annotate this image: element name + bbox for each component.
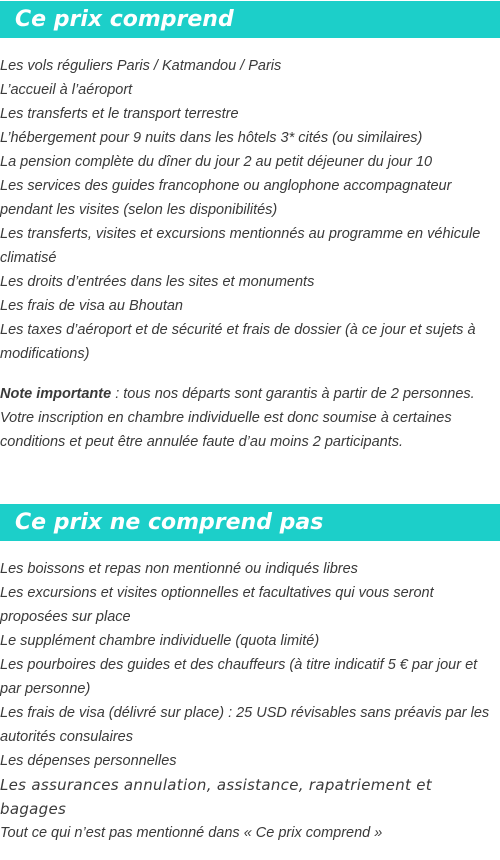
excluded-item: Les assurances annulation, assistance, rapatriement et bagages [0,776,432,818]
excluded-item: Tout ce qui n’est pas mentionné dans « Ce prix comprend » [0,825,383,841]
included-item: L’hébergement pour 9 nuits dans les hôtels 3* cités (ou similaires) [0,130,423,146]
important-note-text: : tous nos départs sont garantis à partir de 2 personnes. Votre inscription en chambre individuelle est donc soumise à certaines conditions et peut être annulée faute d’au moins 2 participants. [0,386,475,450]
included-item: Les taxes d’aéroport et de sécurité et frais de dossier (à ce jour et sujets à modifications) [0,322,476,362]
included-item: Les transferts et le transport terrestre [0,106,239,122]
important-note-label: Note importante [0,386,112,402]
included-item: Les droits d’entrées dans les sites et monuments [0,274,315,290]
excluded-section [0,504,500,845]
important-note [0,382,500,454]
included-item: Les vols réguliers Paris / Katmandou / Paris [0,58,282,74]
excluded-item: Les frais de visa (délivré sur place) : 25 USD révisables sans préavis par les autorités consulaires [0,705,490,745]
excluded-item: Les pourboires des guides et des chauffeurs (à titre indicatif 5 € par jour et par personne) [0,657,478,697]
excluded-item: Les dépenses personnelles [0,753,177,769]
excluded-item: Le supplément chambre individuelle (quota limité) [0,633,320,649]
excluded-list [0,557,500,845]
included-list [0,54,500,366]
included-item: La pension complète du dîner du jour 2 au petit déjeuner du jour 10 [0,154,433,170]
included-item: Les transferts, visites et excursions mentionnés au programme en véhicule climatisé [0,226,481,266]
included-item: L’accueil à l’aéroport [0,82,133,98]
excluded-header: Ce prix ne comprend pas [0,504,500,541]
included-item: Les services des guides francophone ou anglophone accompagnateur pendant les visites (selon les disponibilités) [0,178,452,218]
included-item: Les frais de visa au Bhoutan [0,298,183,314]
included-header: Ce prix comprend [0,1,500,38]
excluded-item: Les excursions et visites optionnelles et facultatives qui vous seront proposées sur place [0,585,434,625]
excluded-item: Les boissons et repas non mentionné ou indiqués libres [0,561,358,577]
